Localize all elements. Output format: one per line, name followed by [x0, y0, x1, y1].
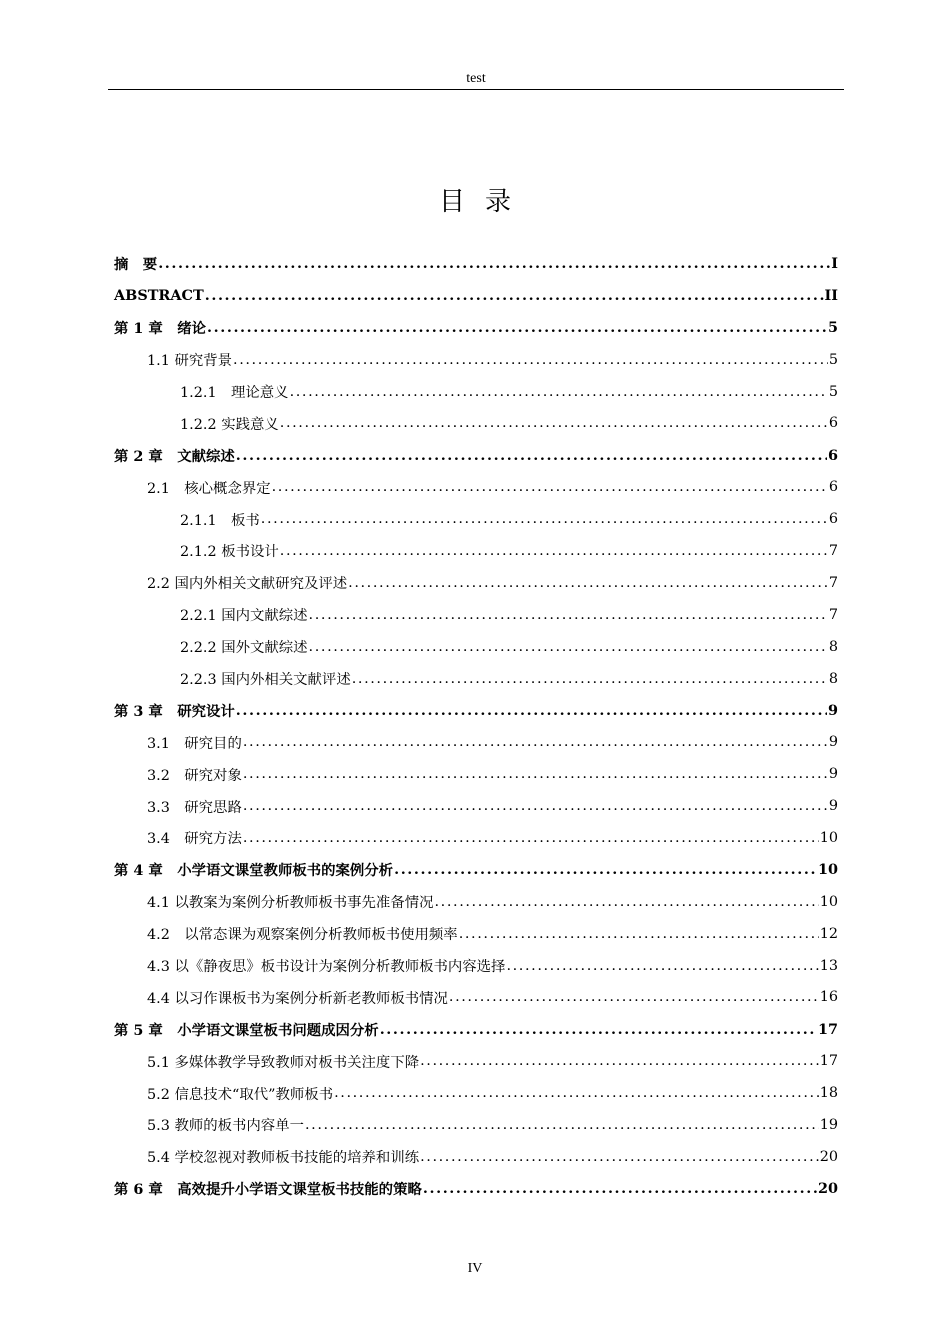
toc-entry-page: 9	[827, 701, 838, 719]
toc-entry[interactable]	[114, 312, 838, 344]
toc-dot-leader	[334, 1085, 819, 1101]
toc-entry[interactable]	[114, 854, 838, 886]
toc-entry[interactable]	[114, 790, 838, 822]
toc-entry-label: 1.1 研究背景	[147, 353, 233, 370]
toc-entry[interactable]	[114, 1045, 838, 1077]
toc-entry-page: 6	[828, 479, 838, 496]
toc-entry-page: 7	[828, 542, 838, 559]
toc-dot-leader	[243, 830, 819, 846]
toc-dot-leader	[309, 639, 828, 655]
toc-title: 目录	[438, 187, 531, 217]
toc-entry[interactable]	[114, 822, 838, 854]
toc-entry-label: 2.2.1 国内文献综述	[180, 608, 308, 625]
toc-entry-label: 5.3 教师的板书内容单一	[147, 1118, 304, 1135]
toc-entry[interactable]	[114, 726, 838, 758]
toc-entry[interactable]	[114, 886, 838, 918]
toc-entry-page: 13	[819, 957, 838, 974]
toc-dot-leader	[290, 384, 828, 400]
toc-entry[interactable]	[114, 758, 838, 790]
toc-entry-label: 4.3 以《静夜思》板书设计为案例分析教师板书内容选择	[147, 959, 506, 976]
toc-dot-leader	[380, 1021, 817, 1038]
toc-entry-label: 3.2 研究对象	[147, 767, 242, 784]
toc-entry-page: 5	[828, 351, 838, 368]
toc-entry[interactable]	[114, 248, 838, 280]
toc-entry-page: 9	[828, 766, 838, 783]
toc-entry-page: 16	[819, 989, 838, 1006]
toc-dot-leader	[236, 702, 827, 719]
toc-entry-label: 2.1.1 板书	[180, 512, 260, 529]
toc-entry-page: 6	[828, 511, 838, 528]
toc-entry[interactable]	[114, 1173, 838, 1205]
toc-entry-label: 4.4 以习作课板书为案例分析新老教师板书情况	[147, 990, 448, 1007]
toc-entry[interactable]	[114, 471, 838, 503]
toc-entry-page: I	[831, 255, 838, 273]
toc-entry-label: 第 4 章 小学语文课堂教师板书的案例分析	[114, 862, 394, 880]
toc-entry[interactable]	[114, 918, 838, 950]
toc-entry[interactable]	[114, 981, 838, 1013]
toc-entry-page: 10	[817, 861, 838, 879]
toc-entry-page: II	[824, 287, 838, 305]
toc-dot-leader	[236, 447, 827, 464]
toc-dot-leader	[233, 352, 828, 368]
toc-entry[interactable]	[114, 535, 838, 567]
toc-entry[interactable]	[114, 376, 838, 408]
toc-entry-label: ABSTRACT	[114, 287, 204, 305]
toc-dot-leader	[506, 958, 818, 974]
toc-entry[interactable]	[114, 599, 838, 631]
toc-entry-label: 4.1 以教案为案例分析教师板书事先准备情况	[147, 895, 434, 912]
toc-entry[interactable]	[114, 1077, 838, 1109]
toc-entry-page: 17	[819, 1053, 838, 1070]
toc-dot-leader	[435, 894, 819, 910]
toc-dot-leader	[205, 287, 824, 304]
toc-entry-label: 5.2 信息技术“取代”教师板书	[147, 1086, 334, 1103]
toc-entry[interactable]	[114, 631, 838, 663]
toc-dot-leader	[309, 607, 828, 623]
toc-entry-page: 10	[819, 893, 838, 910]
toc-entry-page: 17	[817, 1020, 838, 1038]
toc-entry-label: 2.1 核心概念界定	[147, 480, 271, 497]
toc-entry[interactable]	[114, 344, 838, 376]
toc-dot-leader	[272, 479, 828, 495]
toc-entry-label: 2.2.2 国外文献综述	[180, 640, 308, 657]
toc-entry[interactable]	[114, 280, 838, 312]
page-number: IV	[467, 1261, 483, 1276]
toc-dot-leader	[423, 1180, 817, 1197]
toc-entry-label: 3.1 研究目的	[147, 735, 242, 752]
toc-entry-label: 5.1 多媒体教学导致教师对板书关注度下降	[147, 1054, 420, 1071]
toc-entry-label: 3.4 研究方法	[147, 831, 242, 848]
header-rule	[108, 89, 844, 90]
toc-entry-page: 12	[819, 925, 838, 942]
toc-entry-page: 8	[828, 638, 838, 655]
toc-entry-page: 5	[828, 383, 838, 400]
toc-dot-leader	[394, 861, 817, 878]
toc-entry-page: 9	[828, 734, 838, 751]
toc-entry-label: 2.1.2 板书设计	[180, 544, 279, 561]
toc-dot-leader	[305, 1117, 819, 1133]
toc-entry-label: 摘 要	[114, 256, 158, 274]
toc-entry-page: 6	[827, 446, 838, 464]
toc-entry-page: 5	[827, 319, 838, 337]
toc-entry-page: 6	[828, 415, 838, 432]
toc-entry[interactable]	[114, 407, 838, 439]
toc-entry[interactable]	[114, 567, 838, 599]
toc-dot-leader	[280, 415, 828, 431]
toc-dot-leader	[158, 255, 830, 272]
toc-entry-page: 20	[819, 1148, 838, 1165]
toc-entry[interactable]	[114, 950, 838, 982]
toc-entry-label: 第 6 章 高效提升小学语文课堂板书技能的策略	[114, 1181, 422, 1199]
toc-entry[interactable]	[114, 1013, 838, 1045]
toc-entry[interactable]	[114, 1109, 838, 1141]
toc-entry-page: 9	[828, 798, 838, 815]
toc-dot-leader	[280, 543, 828, 559]
toc-entry-page: 18	[819, 1085, 838, 1102]
toc-entry-page: 8	[828, 670, 838, 687]
toc-dot-leader	[243, 766, 828, 782]
toc-entry-label: 3.3 研究思路	[147, 799, 242, 816]
toc-dot-leader	[459, 926, 819, 942]
toc-entry-label: 第 5 章 小学语文课堂板书问题成因分析	[114, 1021, 379, 1039]
toc-entry-label: 第 1 章 绪论	[114, 320, 206, 338]
toc-entry-label: 1.2.2 实践意义	[180, 416, 279, 433]
toc-entry-label: 1.2.1 理论意义	[180, 385, 289, 401]
toc-dot-leader	[420, 1053, 819, 1069]
toc-entry[interactable]	[114, 503, 838, 535]
toc-entry-page: 7	[828, 574, 838, 591]
toc-entry-label: 2.2.3 国内外相关文献评述	[180, 672, 351, 689]
toc-entry-label: 2.2 国内外相关文献研究及评述	[147, 576, 348, 593]
toc-dot-leader	[243, 734, 828, 750]
toc-entry[interactable]	[114, 1141, 838, 1173]
toc-dot-leader	[261, 511, 828, 527]
toc-dot-leader	[243, 798, 828, 814]
toc-entry[interactable]	[114, 663, 838, 695]
toc-dot-leader	[348, 575, 828, 591]
toc-entry-label: 5.4 学校忽视对教师板书技能的培养和训练	[147, 1150, 420, 1167]
toc-entry-label: 4.2 以常态课为观察案例分析教师板书使用频率	[147, 927, 458, 944]
toc-entry-page: 7	[828, 606, 838, 623]
table-of-contents	[114, 248, 838, 1205]
toc-entry[interactable]	[114, 694, 838, 726]
page-header: test	[466, 71, 486, 86]
toc-dot-leader	[207, 319, 827, 336]
toc-dot-leader	[352, 671, 828, 687]
toc-dot-leader	[420, 1149, 819, 1165]
toc-entry-page: 10	[819, 829, 838, 846]
toc-entry-label: 第 3 章 研究设计	[114, 702, 235, 720]
toc-entry-page: 20	[817, 1180, 838, 1198]
toc-entry[interactable]	[114, 439, 838, 471]
toc-entry-page: 19	[819, 1116, 838, 1133]
toc-dot-leader	[449, 989, 819, 1005]
toc-entry-label: 第 2 章 文献综述	[114, 447, 235, 465]
